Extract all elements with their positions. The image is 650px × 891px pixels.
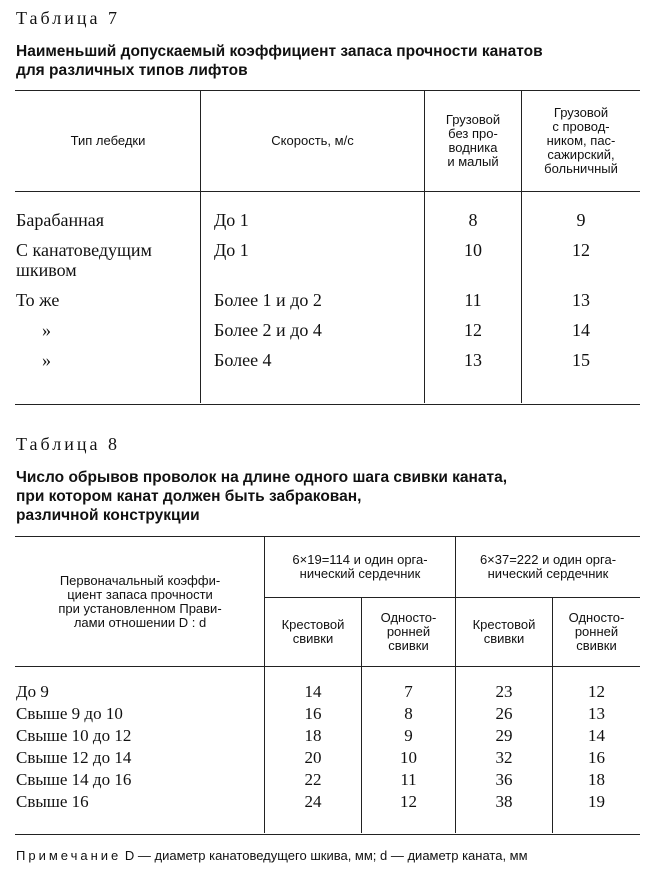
table8-cell-value: 14 xyxy=(588,726,605,745)
table7-label: Таблица 7 xyxy=(16,8,120,28)
table7-cell-type: Барабанная xyxy=(16,210,104,230)
table7-header-speed: Скорость, м/с xyxy=(271,133,354,148)
note-label: Примечание xyxy=(16,848,122,863)
table8-cell-value: 16 xyxy=(304,704,322,723)
table7-header-freight-with-guide: Грузовой с провод- ником, пас- сажирский, больничный xyxy=(544,105,618,176)
table7-caption: Наименьший допускаемый коэффициент запаса прочности канатов для различных типов лифтов xyxy=(16,43,543,79)
table7-cell-type: То же xyxy=(16,290,60,310)
table8-cell-value: 32 xyxy=(495,748,513,767)
table8-cell-value: 24 xyxy=(304,792,322,811)
table7-header-freight-no-guide: Грузовой без про- водника и малый xyxy=(445,112,501,169)
table8-bottom-rule xyxy=(15,834,640,835)
table7-cell-value: 12 xyxy=(464,320,482,340)
table8-label: Таблица 8 xyxy=(16,434,120,454)
table8-cell-value: 10 xyxy=(400,748,417,767)
table7-cell-type: С канатоведущим шкивом xyxy=(16,240,152,280)
table7-cell-value: 8 xyxy=(468,210,478,230)
table8-cell-value: 9 xyxy=(404,726,413,745)
table8-cell-coef: До 9 xyxy=(16,682,49,701)
table8-cell-coef: Свыше 14 до 16 xyxy=(16,770,132,789)
table8-cell-coef: Свыше 16 xyxy=(16,792,89,811)
table7-bottom-rule xyxy=(15,404,640,405)
table8-header-group-6x19: 6×19=114 и один орга- нический сердечник xyxy=(292,552,428,581)
table8-header-one-sided: Односто- ронней свивки xyxy=(380,610,437,653)
table8-cell-value: 38 xyxy=(495,792,513,811)
table7-header-rule xyxy=(15,191,640,192)
table7-cell-speed: Более 4 xyxy=(214,350,272,370)
table7-header-winch-type: Тип лебедки xyxy=(70,133,146,148)
table8-cell-value: 26 xyxy=(495,704,513,723)
table8-cell-value: 18 xyxy=(304,726,322,745)
table7-cell-speed: Более 2 и до 4 xyxy=(214,320,322,340)
table7-cell-value: 14 xyxy=(572,320,590,340)
table8-cell-value: 14 xyxy=(304,682,322,701)
table8-header-cross: Крестовой свивки xyxy=(472,617,536,646)
table7-cell-value: 12 xyxy=(572,240,590,260)
table7-cell-speed: Более 1 и до 2 xyxy=(214,290,322,310)
table7-cell-value: 13 xyxy=(464,350,482,370)
table8-header-one-sided: Односто- ронней свивки xyxy=(568,610,625,653)
table8-cell-value: 16 xyxy=(588,748,605,767)
table8-cell-value: 19 xyxy=(588,792,605,811)
table8-cell-coef: Свыше 12 до 14 xyxy=(16,748,132,767)
table7-cell-type: » xyxy=(42,350,51,370)
table8-caption: Число обрывов проволок на длине одного шага свивки каната, при котором канат должен быть забракован, различной конструкции xyxy=(16,469,508,524)
note-text: D — диаметр канатоведущего шкива, мм; d — диаметр каната, мм xyxy=(124,848,528,863)
table7-cell-value: 13 xyxy=(572,290,590,310)
table8-cell-value: 12 xyxy=(400,792,417,811)
table7-cell-speed: До 1 xyxy=(214,210,249,230)
table7-cell-value: 10 xyxy=(464,240,482,260)
table8-note xyxy=(16,848,646,864)
table8-cell-value: 7 xyxy=(404,682,413,701)
table8-header-cross: Крестовой свивки xyxy=(281,617,345,646)
table7-cell-value: 11 xyxy=(464,290,482,310)
table8-group-rule xyxy=(265,597,640,598)
table7-top-rule xyxy=(15,90,640,91)
table8-cell-value: 22 xyxy=(304,770,322,789)
table8-header-group-6x37: 6×37=222 и один орга- нический сердечник xyxy=(479,552,617,581)
table8-cell-value: 23 xyxy=(495,682,513,701)
table8-header-coef: Первоначальный коэффи- циент запаса прочности при установленном Прави- лами отношении D : d xyxy=(58,572,222,630)
table8-cell-value: 20 xyxy=(304,748,322,767)
table7-cell-value: 9 xyxy=(576,210,586,230)
table8-cell-coef: Свыше 9 до 10 xyxy=(16,704,123,723)
table8-cell-value: 12 xyxy=(588,682,605,701)
table8-cell-value: 18 xyxy=(588,770,605,789)
table7-cell-value: 15 xyxy=(572,350,590,370)
table8-cell-value: 36 xyxy=(495,770,513,789)
table8-cell-value: 11 xyxy=(400,770,417,789)
table8-header-rule xyxy=(15,666,640,667)
table8-top-rule xyxy=(15,536,640,537)
table8-cell-value: 29 xyxy=(495,726,513,745)
table8-cell-coef: Свыше 10 до 12 xyxy=(16,726,132,745)
table8-cell-value: 13 xyxy=(588,704,605,723)
table7-cell-speed: До 1 xyxy=(214,240,249,260)
table7-cell-type: » xyxy=(42,320,51,340)
table8-cell-value: 8 xyxy=(404,704,413,723)
